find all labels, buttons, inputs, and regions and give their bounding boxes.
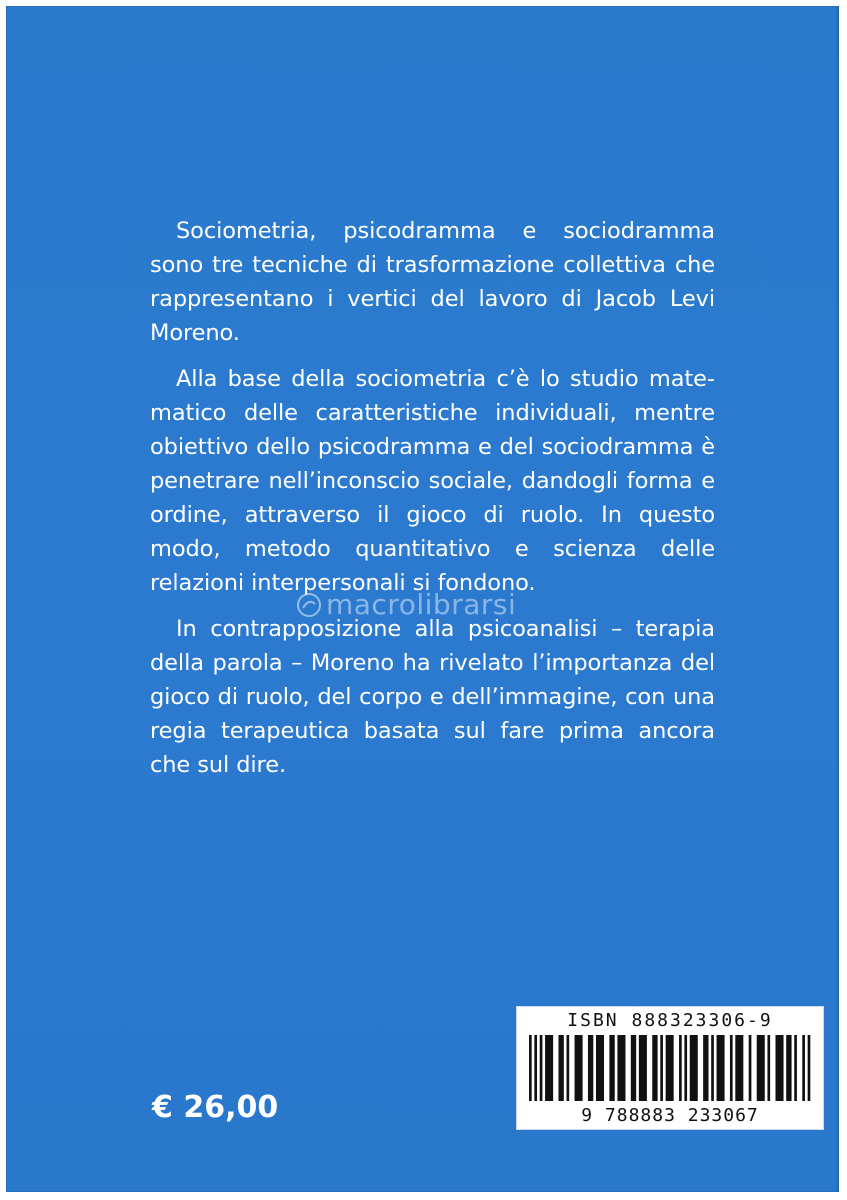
- barcode-bar: [679, 1035, 682, 1101]
- barcode-bar: [775, 1035, 783, 1101]
- price-label: € 26,00: [152, 1090, 279, 1125]
- barcode-bar: [609, 1035, 614, 1101]
- barcode-bar: [540, 1035, 543, 1101]
- barcode-bar: [575, 1035, 583, 1101]
- barcode-bar: [631, 1035, 636, 1101]
- barcode-bar: [757, 1035, 765, 1101]
- blurb-paragraph-3: In contrapposizione alla psicoanalisi – terapia della parola – Moreno ha rivelato l’importanza del gioco di ruolo, del corpo e dell’immagine, con una regia terapeutica basata sul fare prima ancora che sul dire.: [150, 616, 715, 778]
- barcode-bar: [690, 1035, 698, 1101]
- barcode-bar: [794, 1035, 797, 1101]
- barcode-bar: [808, 1035, 811, 1101]
- barcode-bar: [639, 1035, 647, 1101]
- barcode-bar: [684, 1035, 687, 1101]
- barcode-bar: [660, 1035, 663, 1101]
- ean-digits: 9 788883 233067: [581, 1105, 759, 1126]
- barcode-bar: [617, 1035, 625, 1101]
- barcode-bar: [529, 1035, 532, 1101]
- barcode-bar: [802, 1035, 805, 1101]
- watermark-text: macrolibrarsi: [326, 588, 517, 621]
- barcode-bar: [730, 1035, 733, 1101]
- blurb-paragraph-1: Sociometria, psicodramma e sociodramma sono tre tecniche di trasformazione collettiva che rappresentano i vertici del lavoro di Jacob Levi Moreno.: [150, 218, 715, 346]
- barcode-bar: [735, 1035, 743, 1101]
- barcode-bar: [652, 1035, 657, 1101]
- barcode-bar: [786, 1035, 791, 1101]
- blurb-text: [150, 214, 715, 794]
- barcode-bar: [567, 1035, 570, 1101]
- barcode-bar: [588, 1035, 593, 1101]
- barcode-bar: [558, 1035, 563, 1101]
- barcode-bar: [666, 1035, 674, 1101]
- barcode-bar: [596, 1035, 604, 1101]
- barcode-box: [516, 1006, 824, 1130]
- barcode-bar: [711, 1035, 714, 1101]
- back-cover: [6, 6, 839, 1192]
- barcode-bar: [767, 1035, 770, 1101]
- cover-edge-shadow: [835, 6, 839, 1192]
- barcode-bar: [717, 1035, 725, 1101]
- blurb-paragraph-2: Alla base della sociometria c’è lo studio matematico delle caratteristiche individuali, mentre obiettivo dello psicodramma e del sociodramma è penetrare nell’inconscio sociale, dandogli forma e ordine, attraverso il gioco di ruolo. In questo modo, metodo quantitativo e scienza delle relazioni interpersonali si fondono.: [150, 366, 715, 596]
- barcode-bar: [703, 1035, 708, 1101]
- barcode-bar: [545, 1035, 553, 1101]
- barcode-bar: [749, 1035, 752, 1101]
- isbn-label: ISBN 888323306-9: [567, 1010, 773, 1031]
- barcode-bars: [525, 1035, 817, 1103]
- barcode-bar: [534, 1035, 537, 1101]
